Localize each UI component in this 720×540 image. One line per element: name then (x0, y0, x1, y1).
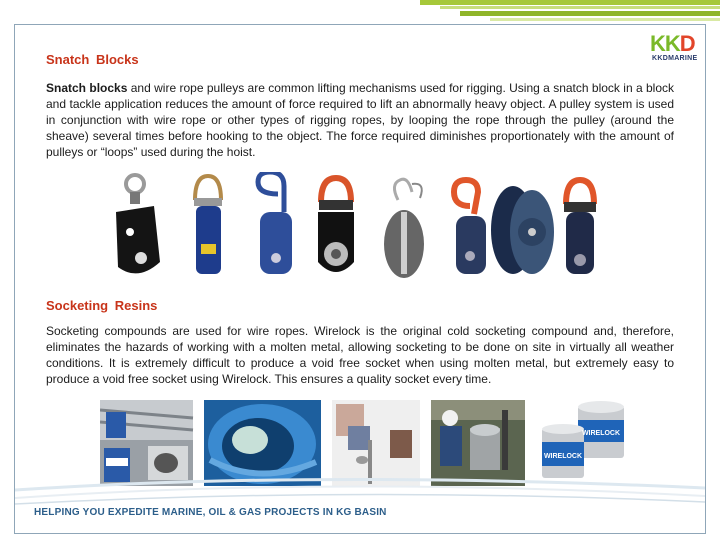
socketing-resins-paragraph: Socketing compounds are used for wire ropes. Wirelock is the original cold socketing compound and, therefore, eliminates the hazards of working with a molten metal, allowing socketing to be done on site in virtually all weather conditions. It is extremely difficult to produce a void free socket when using molten metal, but extremely easy to produce a void free socket using Wirelock. This ensures a quality socket every time. (46, 324, 674, 386)
snatch-block-image (491, 186, 554, 274)
top-stripe (490, 18, 720, 21)
top-stripe (420, 0, 720, 5)
logo-subtext: KKDMARINE (652, 55, 698, 62)
footer-tagline: HELPING YOU EXPEDITE MARINE, OIL & GAS PROJECTS IN KG BASIN (34, 507, 387, 518)
snatch-block-images (108, 172, 608, 282)
snatch-blocks-paragraph (46, 80, 674, 160)
top-stripe (440, 6, 720, 9)
snatch-block-image (454, 180, 486, 274)
logo-text: KK (650, 31, 680, 56)
socketing-resins-heading: Socketing Resins (46, 298, 158, 313)
snatch-blocks-text: and wire rope pulleys are common lifting mechanisms used for rigging. Using a snatch block in a block and tackle application reduces the amount of force required to lift an abnormally heavy object. A pulley system is used in conjunction with wire rope or other types of rigging ropes, by looping the rope through the pulley (around the sheave) several times before hooking to the object. The force required diminishes proportionately with the amount of pulleys or “loops” used during the hoist. (46, 81, 675, 159)
can-label: WIRELOCK (581, 430, 621, 437)
snatch-block-image (194, 176, 222, 274)
snatch-block-image (318, 178, 354, 272)
can-label: WIRELOCK (543, 453, 583, 460)
snatch-blocks-heading: Snatch Blocks (46, 52, 139, 67)
snatch-block-image (116, 175, 160, 273)
top-stripe (460, 11, 720, 16)
logo-text-accent: D (679, 31, 695, 56)
snatch-block-image (384, 179, 424, 278)
kkd-marine-logo (648, 32, 704, 66)
snatch-blocks-lead: Snatch blocks (46, 81, 128, 95)
snatch-block-image (564, 180, 596, 274)
snatch-block-image (258, 172, 292, 274)
